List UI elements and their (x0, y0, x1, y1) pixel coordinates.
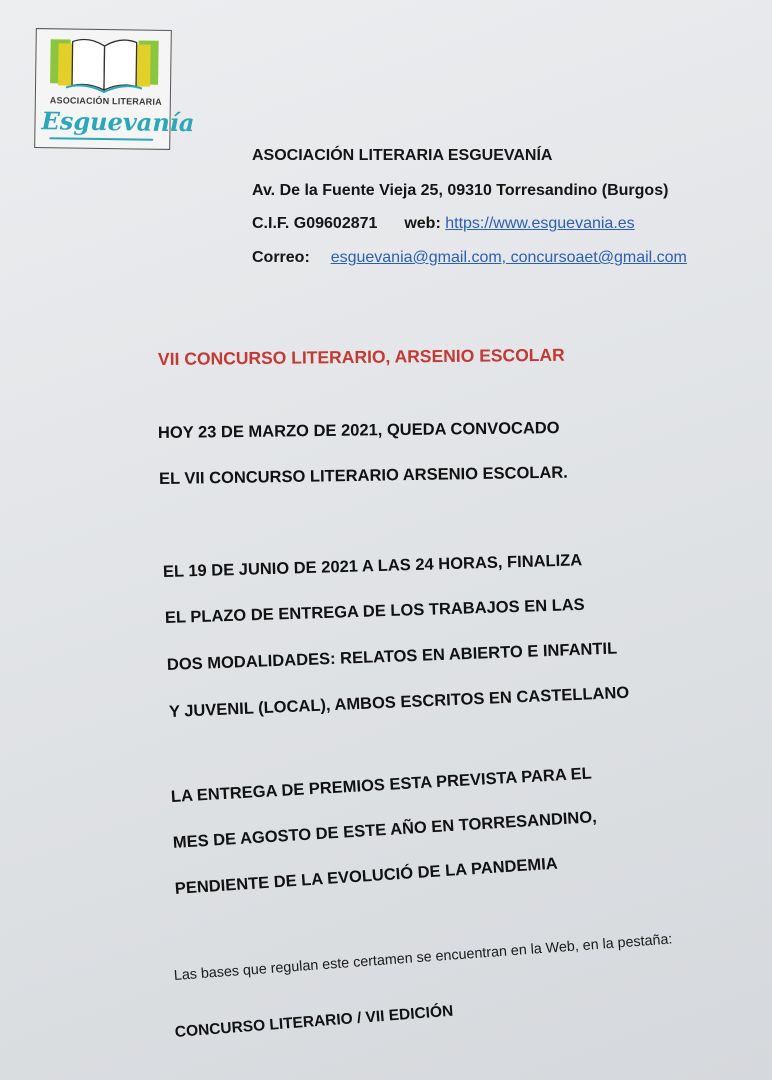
web-label: web: (404, 215, 441, 232)
para1-line-2: EL VII CONCURSO LITERARIO ARSENIO ESCOLAR. (158, 463, 568, 488)
org-address: Av. De la Fuente Vieja 25, 09310 Torresandino (Burgos) (252, 182, 669, 199)
para3-line-1: LA ENTREGA DE PREMIOS ESTA PREVISTA PARA EL (170, 764, 593, 806)
logo-underline (49, 137, 153, 140)
para2-line-2: EL PLAZO DE ENTREGA DE LOS TRABAJOS EN LAS (164, 595, 585, 627)
org-cif-web (252, 215, 635, 233)
footer-note: Las bases que regulan este certamen se encuentran en la Web, en la pestaña: (173, 931, 673, 984)
para1-line-1: HOY 23 DE MARZO DE 2021, QUEDA CONVOCADO (157, 419, 560, 442)
contest-title: VII CONCURSO LITERARIO, ARSENIO ESCOLAR (157, 344, 565, 369)
para2-line-3: DOS MODALIDADES: RELATOS EN ABIERTO E INFANTIL (166, 639, 618, 674)
para2-line-4: Y JUVENIL (LOCAL), AMBOS ESCRITOS EN CASTELLANO (168, 683, 630, 721)
para3-line-3: PENDIENTE DE LA EVOLUCIÓ DE LA PANDEMIA (174, 854, 559, 898)
email-label: Correo: (252, 249, 310, 266)
logo-name: Esguevanía (41, 106, 195, 138)
para2-line-1: EL 19 DE JUNIO DE 2021 A LAS 24 HORAS, FINALIZA (162, 551, 583, 581)
footer-tab-name: CONCURSO LITERARIO / VII EDICIÓN (174, 1002, 454, 1041)
cif: C.I.F. G09602871 (252, 215, 378, 232)
para3-line-2: MES DE AGOSTO DE ESTE AÑO EN TORRESANDINO, (172, 808, 598, 852)
association-logo (34, 28, 195, 150)
logo-caption: ASOCIACIÓN LITERARIA (49, 95, 162, 107)
web-link[interactable]: https://www.esguevania.es (445, 215, 635, 232)
org-email (252, 249, 687, 267)
org-name: ASOCIACIÓN LITERARIA ESGUEVANÍA (252, 147, 553, 164)
email-links[interactable]: esguevania@gmail.com, concursoaet@gmail.com (330, 249, 687, 266)
open-book-icon (44, 33, 165, 97)
